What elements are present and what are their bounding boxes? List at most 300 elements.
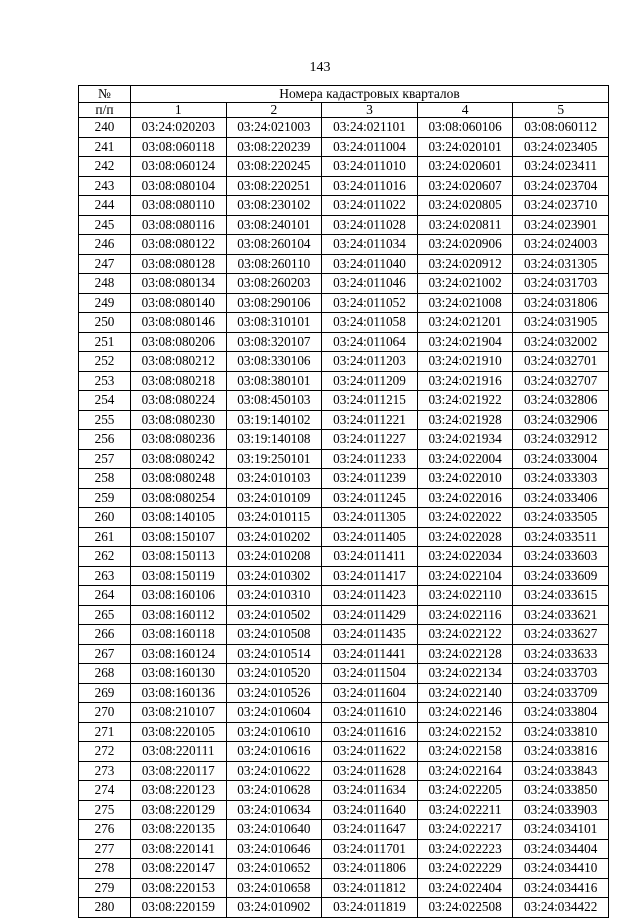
table-row: [79, 703, 609, 723]
row-number: 270: [79, 703, 131, 723]
cadastral-number-cell: 03:08:160112: [131, 605, 227, 625]
cadastral-number-cell: 03:08:220239: [226, 137, 322, 157]
cadastral-number-cell: 03:08:060118: [131, 137, 227, 157]
cadastral-number-cell: 03:24:011004: [322, 137, 418, 157]
cadastral-number-cell: 03:08:260110: [226, 254, 322, 274]
row-number: 245: [79, 215, 131, 235]
cadastral-number-cell: 03:24:022034: [417, 547, 513, 567]
cadastral-number-cell: 03:08:260203: [226, 274, 322, 294]
table-row: [79, 625, 609, 645]
cadastral-number-cell: 03:24:033621: [513, 605, 609, 625]
cadastral-number-cell: 03:24:022152: [417, 722, 513, 742]
cadastral-number-cell: 03:19:140102: [226, 410, 322, 430]
cadastral-number-cell: 03:08:080146: [131, 313, 227, 333]
row-number: 271: [79, 722, 131, 742]
table-row: [79, 586, 609, 606]
cadastral-number-cell: 03:08:220117: [131, 761, 227, 781]
cadastral-number-cell: 03:24:021201: [417, 313, 513, 333]
table-row: [79, 839, 609, 859]
cadastral-number-cell: 03:08:220153: [131, 878, 227, 898]
row-number: 268: [79, 664, 131, 684]
cadastral-number-cell: 03:24:022134: [417, 664, 513, 684]
row-number: 256: [79, 430, 131, 450]
cadastral-number-cell: 03:24:010526: [226, 683, 322, 703]
table-row: [79, 605, 609, 625]
cadastral-number-cell: 03:08:150119: [131, 566, 227, 586]
cadastral-number-cell: 03:24:011034: [322, 235, 418, 255]
cadastral-number-cell: 03:24:011647: [322, 820, 418, 840]
cadastral-number-cell: 03:24:011028: [322, 215, 418, 235]
row-number: 259: [79, 488, 131, 508]
table-row: [79, 137, 609, 157]
cadastral-number-cell: 03:24:021101: [322, 118, 418, 138]
cadastral-number-cell: 03:24:011022: [322, 196, 418, 216]
cadastral-number-cell: 03:24:011239: [322, 469, 418, 489]
cadastral-number-cell: 03:24:032806: [513, 391, 609, 411]
row-number: 275: [79, 800, 131, 820]
cadastral-number-cell: 03:08:240101: [226, 215, 322, 235]
table-row: [79, 878, 609, 898]
row-number: 263: [79, 566, 131, 586]
cadastral-number-cell: 03:08:230102: [226, 196, 322, 216]
cadastral-number-cell: 03:24:010622: [226, 761, 322, 781]
cadastral-number-cell: 03:24:021928: [417, 410, 513, 430]
cadastral-number-cell: 03:24:021934: [417, 430, 513, 450]
cadastral-number-cell: 03:24:011227: [322, 430, 418, 450]
cadastral-number-cell: 03:08:080236: [131, 430, 227, 450]
cadastral-number-cell: 03:08:060124: [131, 157, 227, 177]
cadastral-number-cell: 03:08:220251: [226, 176, 322, 196]
cadastral-number-cell: 03:08:160136: [131, 683, 227, 703]
table-row: [79, 527, 609, 547]
cadastral-number-cell: 03:08:080104: [131, 176, 227, 196]
row-number: 272: [79, 742, 131, 762]
cadastral-number-cell: 03:24:022122: [417, 625, 513, 645]
row-number: 274: [79, 781, 131, 801]
cadastral-number-cell: 03:24:020607: [417, 176, 513, 196]
cadastral-number-cell: 03:24:011064: [322, 332, 418, 352]
cadastral-number-cell: 03:08:220123: [131, 781, 227, 801]
row-number: 276: [79, 820, 131, 840]
table-row: [79, 800, 609, 820]
cadastral-number-cell: 03:08:080134: [131, 274, 227, 294]
table-row: [79, 410, 609, 430]
cadastral-number-cell: 03:24:023901: [513, 215, 609, 235]
cadastral-number-cell: 03:24:033804: [513, 703, 609, 723]
cadastral-number-cell: 03:08:220129: [131, 800, 227, 820]
cadastral-number-cell: 03:24:011806: [322, 859, 418, 879]
cadastral-number-cell: 03:24:011016: [322, 176, 418, 196]
cadastral-number-cell: 03:24:033850: [513, 781, 609, 801]
table-row: [79, 898, 609, 918]
cadastral-number-cell: 03:24:034404: [513, 839, 609, 859]
cadastral-number-cell: 03:24:033810: [513, 722, 609, 742]
cadastral-number-cell: 03:08:290106: [226, 293, 322, 313]
cadastral-number-cell: 03:24:010658: [226, 878, 322, 898]
cadastral-number-cell: 03:24:022223: [417, 839, 513, 859]
cadastral-number-cell: 03:24:020906: [417, 235, 513, 255]
cadastral-number-cell: 03:24:011046: [322, 274, 418, 294]
cadastral-number-cell: 03:08:160124: [131, 644, 227, 664]
cadastral-number-cell: 03:08:160130: [131, 664, 227, 684]
cadastral-number-cell: 03:24:010103: [226, 469, 322, 489]
cadastral-number-cell: 03:24:010616: [226, 742, 322, 762]
cadastral-number-cell: 03:24:011215: [322, 391, 418, 411]
cadastral-number-cell: 03:24:020601: [417, 157, 513, 177]
table-row: [79, 449, 609, 469]
cadastral-number-cell: 03:24:034422: [513, 898, 609, 918]
cadastral-number-cell: 03:24:033004: [513, 449, 609, 469]
cadastral-number-cell: 03:24:031806: [513, 293, 609, 313]
table-row: [79, 722, 609, 742]
cadastral-number-cell: 03:24:011423: [322, 586, 418, 606]
table-row: [79, 664, 609, 684]
cadastral-number-cell: 03:24:021003: [226, 118, 322, 138]
cadastral-number-cell: 03:24:033406: [513, 488, 609, 508]
row-number: 261: [79, 527, 131, 547]
row-number: 269: [79, 683, 131, 703]
cadastral-number-cell: 03:24:022146: [417, 703, 513, 723]
cadastral-number-cell: 03:24:011010: [322, 157, 418, 177]
cadastral-number-cell: 03:24:022010: [417, 469, 513, 489]
table-row: [79, 644, 609, 664]
table-row: [79, 683, 609, 703]
cadastral-number-cell: 03:24:022016: [417, 488, 513, 508]
row-number: 250: [79, 313, 131, 333]
cadastral-number-cell: 03:24:011221: [322, 410, 418, 430]
table-row: [79, 215, 609, 235]
cadastral-number-cell: 03:24:020912: [417, 254, 513, 274]
row-number: 278: [79, 859, 131, 879]
cadastral-number-cell: 03:08:080128: [131, 254, 227, 274]
cadastral-number-cell: 03:24:011052: [322, 293, 418, 313]
cadastral-number-cell: 03:24:010646: [226, 839, 322, 859]
cadastral-number-cell: 03:08:220245: [226, 157, 322, 177]
cadastral-quarters-table: [78, 85, 609, 918]
table-row: [79, 118, 609, 138]
cadastral-number-cell: 03:24:011305: [322, 508, 418, 528]
table-row: [79, 508, 609, 528]
cadastral-number-cell: 03:24:011622: [322, 742, 418, 762]
group-header: Номера кадастровых кварталов: [131, 86, 609, 103]
cadastral-number-cell: 03:08:380101: [226, 371, 322, 391]
cadastral-number-cell: 03:24:010208: [226, 547, 322, 567]
cadastral-number-cell: 03:24:033627: [513, 625, 609, 645]
cadastral-number-cell: 03:08:080224: [131, 391, 227, 411]
row-number: 279: [79, 878, 131, 898]
cadastral-number-cell: 03:24:011435: [322, 625, 418, 645]
cadastral-number-cell: 03:24:022508: [417, 898, 513, 918]
cadastral-number-cell: 03:24:031305: [513, 254, 609, 274]
row-number: 241: [79, 137, 131, 157]
cadastral-number-cell: 03:24:010514: [226, 644, 322, 664]
cadastral-number-cell: 03:24:010302: [226, 566, 322, 586]
cadastral-number-cell: 03:08:150107: [131, 527, 227, 547]
cadastral-number-cell: 03:24:010520: [226, 664, 322, 684]
cadastral-number-cell: 03:24:032912: [513, 430, 609, 450]
row-number: 277: [79, 839, 131, 859]
cadastral-number-cell: 03:24:034416: [513, 878, 609, 898]
cadastral-number-cell: 03:24:022164: [417, 761, 513, 781]
cadastral-number-cell: 03:24:010634: [226, 800, 322, 820]
table-row: [79, 391, 609, 411]
cadastral-number-cell: 03:24:021910: [417, 352, 513, 372]
cadastral-number-cell: 03:24:031905: [513, 313, 609, 333]
cadastral-number-cell: 03:24:010610: [226, 722, 322, 742]
cadastral-number-cell: 03:24:021008: [417, 293, 513, 313]
cadastral-number-cell: 03:24:033843: [513, 761, 609, 781]
cadastral-number-cell: 03:24:011411: [322, 547, 418, 567]
cadastral-number-cell: 03:24:022404: [417, 878, 513, 898]
cadastral-number-cell: 03:24:022028: [417, 527, 513, 547]
num-header: №: [79, 86, 131, 103]
cadastral-number-cell: 03:08:160106: [131, 586, 227, 606]
cadastral-number-cell: 03:24:023704: [513, 176, 609, 196]
cadastral-number-cell: 03:24:022229: [417, 859, 513, 879]
column-header-4: 4: [417, 103, 513, 118]
cadastral-number-cell: 03:08:210107: [131, 703, 227, 723]
cadastral-number-cell: 03:24:011040: [322, 254, 418, 274]
column-header-2: 2: [226, 103, 322, 118]
row-number: 265: [79, 605, 131, 625]
table-row: [79, 547, 609, 567]
cadastral-number-cell: 03:24:022110: [417, 586, 513, 606]
row-number: 240: [79, 118, 131, 138]
cadastral-number-cell: 03:24:032906: [513, 410, 609, 430]
cadastral-number-cell: 03:24:033615: [513, 586, 609, 606]
row-number: 257: [79, 449, 131, 469]
cadastral-number-cell: 03:24:011628: [322, 761, 418, 781]
table-row: [79, 235, 609, 255]
cadastral-number-cell: 03:24:022158: [417, 742, 513, 762]
cadastral-number-cell: 03:24:020203: [131, 118, 227, 138]
cadastral-number-cell: 03:24:032701: [513, 352, 609, 372]
cadastral-number-cell: 03:24:023405: [513, 137, 609, 157]
cadastral-number-cell: 03:08:080254: [131, 488, 227, 508]
cadastral-number-cell: 03:24:024003: [513, 235, 609, 255]
row-number: 266: [79, 625, 131, 645]
table-row: [79, 274, 609, 294]
row-number: 262: [79, 547, 131, 567]
cadastral-number-cell: 03:08:220141: [131, 839, 227, 859]
table-row: [79, 566, 609, 586]
cadastral-number-cell: 03:08:080122: [131, 235, 227, 255]
row-number: 255: [79, 410, 131, 430]
table-row: [79, 293, 609, 313]
cadastral-number-cell: 03:08:220147: [131, 859, 227, 879]
cadastral-number-cell: 03:24:032707: [513, 371, 609, 391]
cadastral-number-cell: 03:24:010604: [226, 703, 322, 723]
cadastral-number-cell: 03:08:330106: [226, 352, 322, 372]
column-header-5: 5: [513, 103, 609, 118]
row-number: 246: [79, 235, 131, 255]
cadastral-number-cell: 03:24:011604: [322, 683, 418, 703]
row-number: 251: [79, 332, 131, 352]
cadastral-number-cell: 03:19:140108: [226, 430, 322, 450]
cadastral-number-cell: 03:24:010628: [226, 781, 322, 801]
cadastral-number-cell: 03:08:080248: [131, 469, 227, 489]
cadastral-number-cell: 03:24:033903: [513, 800, 609, 820]
row-number: 280: [79, 898, 131, 918]
row-number: 260: [79, 508, 131, 528]
cadastral-number-cell: 03:08:220135: [131, 820, 227, 840]
cadastral-number-cell: 03:24:034410: [513, 859, 609, 879]
cadastral-number-cell: 03:24:010109: [226, 488, 322, 508]
cadastral-number-cell: 03:24:010310: [226, 586, 322, 606]
cadastral-number-cell: 03:24:011405: [322, 527, 418, 547]
cadastral-number-cell: 03:24:010502: [226, 605, 322, 625]
cadastral-number-cell: 03:24:033609: [513, 566, 609, 586]
cadastral-number-cell: 03:24:022022: [417, 508, 513, 528]
cadastral-number-cell: 03:08:450103: [226, 391, 322, 411]
table-row: [79, 859, 609, 879]
cadastral-number-cell: 03:24:021904: [417, 332, 513, 352]
cadastral-number-cell: 03:08:150113: [131, 547, 227, 567]
cadastral-number-cell: 03:24:022104: [417, 566, 513, 586]
table-row: [79, 469, 609, 489]
cadastral-number-cell: 03:24:011634: [322, 781, 418, 801]
cadastral-number-cell: 03:08:320107: [226, 332, 322, 352]
cadastral-number-cell: 03:24:011640: [322, 800, 418, 820]
table-row: [79, 254, 609, 274]
cadastral-number-cell: 03:24:021002: [417, 274, 513, 294]
cadastral-number-cell: 03:24:033603: [513, 547, 609, 567]
cadastral-number-cell: 03:24:010115: [226, 508, 322, 528]
cadastral-number-cell: 03:24:020805: [417, 196, 513, 216]
cadastral-number-cell: 03:24:022217: [417, 820, 513, 840]
cadastral-number-cell: 03:24:011429: [322, 605, 418, 625]
row-number: 267: [79, 644, 131, 664]
cadastral-number-cell: 03:08:080116: [131, 215, 227, 235]
cadastral-number-cell: 03:24:011610: [322, 703, 418, 723]
cadastral-number-cell: 03:24:021916: [417, 371, 513, 391]
cadastral-number-cell: 03:24:011441: [322, 644, 418, 664]
cadastral-number-cell: 03:24:011504: [322, 664, 418, 684]
cadastral-number-cell: 03:24:011819: [322, 898, 418, 918]
header-row-top: [79, 86, 609, 103]
cadastral-number-cell: 03:24:022004: [417, 449, 513, 469]
row-number: 264: [79, 586, 131, 606]
table-row: [79, 371, 609, 391]
cadastral-number-cell: 03:24:023411: [513, 157, 609, 177]
table-row: [79, 430, 609, 450]
num-subheader: п/п: [79, 103, 131, 118]
table-row: [79, 313, 609, 333]
cadastral-number-cell: 03:24:020811: [417, 215, 513, 235]
cadastral-number-cell: 03:24:011417: [322, 566, 418, 586]
cadastral-number-cell: 03:08:160118: [131, 625, 227, 645]
cadastral-number-cell: 03:08:080230: [131, 410, 227, 430]
cadastral-number-cell: 03:24:022140: [417, 683, 513, 703]
cadastral-number-cell: 03:24:010202: [226, 527, 322, 547]
cadastral-number-cell: 03:08:080110: [131, 196, 227, 216]
cadastral-number-cell: 03:24:033633: [513, 644, 609, 664]
cadastral-number-cell: 03:08:060106: [417, 118, 513, 138]
cadastral-number-cell: 03:24:011203: [322, 352, 418, 372]
cadastral-number-cell: 03:24:023710: [513, 196, 609, 216]
cadastral-number-cell: 03:24:011616: [322, 722, 418, 742]
cadastral-number-cell: 03:24:010652: [226, 859, 322, 879]
cadastral-number-cell: 03:08:220159: [131, 898, 227, 918]
cadastral-number-cell: 03:24:031703: [513, 274, 609, 294]
cadastral-number-cell: 03:24:011209: [322, 371, 418, 391]
cadastral-number-cell: 03:24:010508: [226, 625, 322, 645]
row-number: 252: [79, 352, 131, 372]
cadastral-number-cell: 03:08:080206: [131, 332, 227, 352]
table-row: [79, 157, 609, 177]
table-row: [79, 196, 609, 216]
row-number: 258: [79, 469, 131, 489]
cadastral-number-cell: 03:24:033303: [513, 469, 609, 489]
table-row: [79, 352, 609, 372]
row-number: 253: [79, 371, 131, 391]
cadastral-number-cell: 03:24:022205: [417, 781, 513, 801]
row-number: 244: [79, 196, 131, 216]
cadastral-number-cell: 03:19:250101: [226, 449, 322, 469]
cadastral-number-cell: 03:24:010902: [226, 898, 322, 918]
table-row: [79, 781, 609, 801]
cadastral-number-cell: 03:24:011812: [322, 878, 418, 898]
column-header-1: 1: [131, 103, 227, 118]
cadastral-number-cell: 03:24:020101: [417, 137, 513, 157]
cadastral-number-cell: 03:24:011233: [322, 449, 418, 469]
cadastral-number-cell: 03:24:011058: [322, 313, 418, 333]
cadastral-number-cell: 03:24:022211: [417, 800, 513, 820]
header-row-columns: [79, 103, 609, 118]
cadastral-number-cell: 03:08:220111: [131, 742, 227, 762]
table-row: [79, 761, 609, 781]
table-body: [79, 118, 609, 918]
cadastral-number-cell: 03:24:011701: [322, 839, 418, 859]
table-row: [79, 742, 609, 762]
cadastral-number-cell: 03:24:034101: [513, 820, 609, 840]
cadastral-number-cell: 03:24:010640: [226, 820, 322, 840]
cadastral-number-cell: 03:08:060112: [513, 118, 609, 138]
table-row: [79, 332, 609, 352]
row-number: 248: [79, 274, 131, 294]
cadastral-number-cell: 03:24:021922: [417, 391, 513, 411]
cadastral-number-cell: 03:08:080242: [131, 449, 227, 469]
cadastral-number-cell: 03:24:033511: [513, 527, 609, 547]
cadastral-number-cell: 03:24:022116: [417, 605, 513, 625]
cadastral-number-cell: 03:24:033709: [513, 683, 609, 703]
cadastral-number-cell: 03:24:032002: [513, 332, 609, 352]
cadastral-number-cell: 03:08:080218: [131, 371, 227, 391]
row-number: 247: [79, 254, 131, 274]
cadastral-number-cell: 03:24:033505: [513, 508, 609, 528]
row-number: 243: [79, 176, 131, 196]
row-number: 249: [79, 293, 131, 313]
cadastral-number-cell: 03:08:080212: [131, 352, 227, 372]
row-number: 273: [79, 761, 131, 781]
page-number: 143: [309, 60, 331, 75]
column-header-3: 3: [322, 103, 418, 118]
cadastral-number-cell: 03:24:022128: [417, 644, 513, 664]
table-row: [79, 488, 609, 508]
table-row: [79, 820, 609, 840]
cadastral-number-cell: 03:08:220105: [131, 722, 227, 742]
cadastral-number-cell: 03:08:140105: [131, 508, 227, 528]
cadastral-number-cell: 03:24:033816: [513, 742, 609, 762]
cadastral-number-cell: 03:24:033703: [513, 664, 609, 684]
row-number: 254: [79, 391, 131, 411]
cadastral-number-cell: 03:08:080140: [131, 293, 227, 313]
row-number: 242: [79, 157, 131, 177]
cadastral-number-cell: 03:08:260104: [226, 235, 322, 255]
table-row: [79, 176, 609, 196]
cadastral-number-cell: 03:08:310101: [226, 313, 322, 333]
cadastral-number-cell: 03:24:011245: [322, 488, 418, 508]
